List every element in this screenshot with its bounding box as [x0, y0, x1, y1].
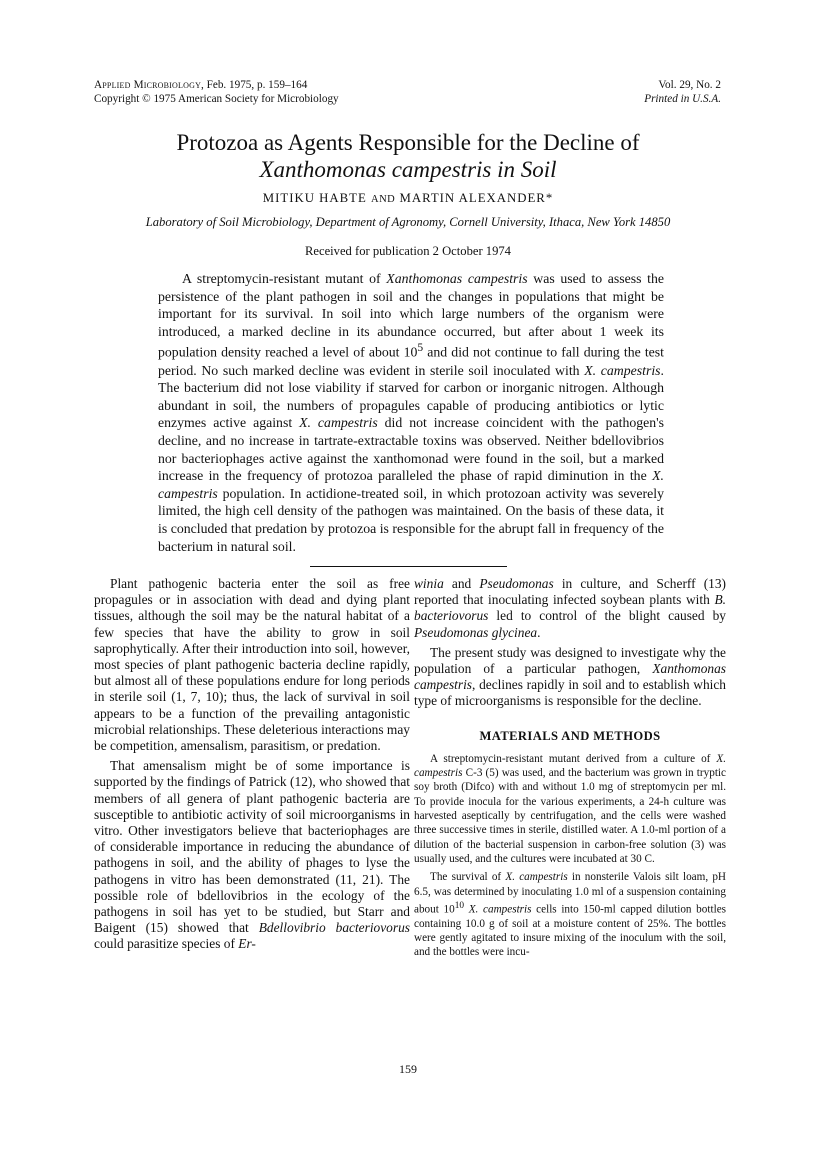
intro-paragraph-continued: [414, 576, 726, 641]
author-2: MARTIN ALEXANDER*: [399, 191, 554, 205]
abstract-text: A streptomycin-resistant mutant of: [182, 271, 387, 286]
running-header-left: [94, 78, 339, 106]
paragraph-species: Xanthomonas campestris: [414, 661, 726, 693]
paragraph-species: B. bacteriovorus: [414, 592, 726, 624]
paragraph-text: led to control of the blight caused by: [488, 608, 726, 624]
paragraph-text: .: [537, 624, 541, 640]
paragraph-species: Er-: [238, 936, 256, 952]
abstract-species: Xanthomonas campestris: [386, 271, 528, 286]
affiliation: Laboratory of Soil Microbiology, Department of Agronomy, Cornell University, Ithaca, New York 14850: [145, 215, 671, 229]
abstract-text: did not increase coincident with the pathogen's decline, and no increase in tartrate-extractable toxins was observed. Neither bdellovibrios nor bacteriophages active against the xanthomonad were found in the soil, but a marked increase in the frequency of protozoa paralleled the phase of rapid diminution in the: [158, 415, 665, 484]
abstract-text: . The bacterium did not lose viability if starved for carbon or inorganic nitrogen. Although abundant in soil, the numbers of propagules capable of producing antibiotics or lytic enzymes active against: [158, 362, 664, 431]
paragraph-text: The present study was designed to investigate why the population of a particular pathogen,: [414, 644, 726, 677]
paragraph-species: X. campestris: [505, 871, 568, 884]
paragraph-text: in nonsterile Valois silt loam, pH 6.5, was determined by inoculating 1.0 ml of a suspension containing about 10: [414, 871, 726, 916]
title-line-2-text: Xanthomonas campestris in Soil: [259, 157, 557, 182]
right-column: [414, 576, 726, 964]
abstract-species: X. campestris: [584, 362, 661, 378]
abstract-text: and did not continue to fall during the test period. No such marked decline was evident in sterile soil inoculated with: [158, 344, 664, 378]
abstract-text: population. In actidione-treated soil, in which protozoan activity was severely limited, the high cell density of the pathogen was maintained. On the basis of these data, it is concluded that predation by protozoa is responsible for the abrupt fall in frequency of the bacterium in natural soil.: [158, 485, 664, 554]
abstract-divider: [310, 566, 507, 567]
paragraph-text: , declines rapidly in soil and to establish which type of microorganisms is responsible for the decline.: [414, 677, 726, 709]
paragraph-species: Pseudomonas glycinea: [414, 624, 538, 640]
copyright-line: Copyright © 1975 American Society for Microbiology: [94, 93, 339, 105]
paragraph-species: winia: [414, 576, 444, 591]
paragraph-species: Pseudomonas: [479, 576, 554, 591]
journal-issue: , Feb. 1975, p. 159–164: [201, 79, 308, 91]
paragraph-text: could parasitize species of: [94, 936, 239, 952]
paragraph-text: That amensalism might be of some importance is supported by the findings of Patrick (12), who showed that members of all genera of plant pathogenic bacteria are susceptible to antibiotic activity of soil microorganisms in vitro. Other investigators believe that bacteriophages are of considerable importance in reducing the abundance of pathogens in soil, and the ability of phages to lyse the pathogens in vitro has been demonstrated (11, 21). The possible role of bdellovibrios in the ecology of the pathogens in soil has yet to be studied, but Starr and Baigent (15) showed that: [94, 758, 410, 936]
page-number: 159: [399, 1062, 417, 1076]
author-conjunction: AND: [371, 194, 396, 205]
running-header-right: [644, 78, 721, 106]
intro-paragraph-3: [414, 645, 726, 710]
abstract-text: was used to assess the persistence of the plant pathogen in soil and the changes in populations that might be important for its survival. In soil into which large numbers of the organism were introduced, a marked decline in its abundance occurred, but after about 1 week its population density reached a level of about 10: [158, 271, 664, 360]
received-date: Received for publication 2 October 1974: [305, 244, 511, 258]
journal-name: Applied Microbiology: [94, 79, 202, 91]
author-line: [0, 191, 816, 206]
author-1: MITIKU HABTE: [262, 191, 367, 205]
methods-paragraph-1: [414, 752, 726, 866]
abstract-species: X. campestris: [158, 468, 664, 501]
volume-number: Vol. 29, No. 2: [658, 79, 721, 91]
title-line-1: Protozoa as Agents Responsible for the Decline of: [176, 130, 640, 155]
article-title: [0, 129, 816, 183]
abstract-species: X. campestris: [299, 415, 378, 431]
abstract-exponent: 5: [417, 342, 424, 355]
paragraph-species: Bdellovibrio bacteriovorus: [258, 920, 410, 936]
intro-paragraph-1: Plant pathogenic bacteria enter the soil as free propagules or in association with dead and dying plant tissues, although the soil may be the natural habitat of a few species that have the ability to grow in soil saprophytically. After their introduction into soil, however, most species of plant pathogenic bacteria decline rapidly, but almost all of these populations endure for long periods in sterile soil (1, 7, 10); thus, the lack of survival in soil appears to be a function of the prevailing antagonistic microbial relationships. These deleterious interactions may be competition, amensalism, parasitism, or predation.: [94, 576, 410, 754]
paragraph-exponent: 10: [454, 900, 465, 911]
left-column: [94, 576, 410, 957]
paragraph-text: A streptomycin-resistant mutant derived from a culture of: [430, 752, 717, 765]
paragraph-text: C-3 (5) was used, and the bacterium was grown in tryptic soy broth (Difco) with and without 1.0 mg of streptomycin per ml. To provide inocula for the various experiments, a 24-h culture was harvested aseptically by centrifugation, and the cells were washed three successive times in sterile, distilled water. A 1.0-ml portion of a dilution of the bacterial suspension in carbon-free solution (3) was usually used, and the cultures were incubated at 30 C.: [414, 767, 726, 865]
methods-body: [414, 752, 726, 960]
paragraph-species: X. campestris: [468, 903, 532, 916]
title-line-2: [0, 156, 816, 183]
printed-in: Printed in U.S.A.: [644, 93, 721, 105]
abstract: [158, 270, 664, 555]
section-heading: MATERIALS AND METHODS: [479, 728, 661, 743]
paragraph-text: and: [443, 576, 480, 591]
methods-paragraph-2: [414, 870, 726, 960]
intro-paragraph-2: [94, 758, 410, 952]
paragraph-text: cells into 150-ml capped dilution bottles containing 10.0 g of soil at a moisture content of 25%. The bottles were gently agitated to insure mixing of the inoculum with the soil, and the bottles were incu-: [414, 903, 727, 959]
paragraph-text: in culture, and Scherff (13) reported that inoculating infected soybean plants with: [414, 576, 727, 608]
paragraph-text: The survival of: [430, 871, 506, 884]
paragraph-species: X. campestris: [414, 752, 726, 780]
